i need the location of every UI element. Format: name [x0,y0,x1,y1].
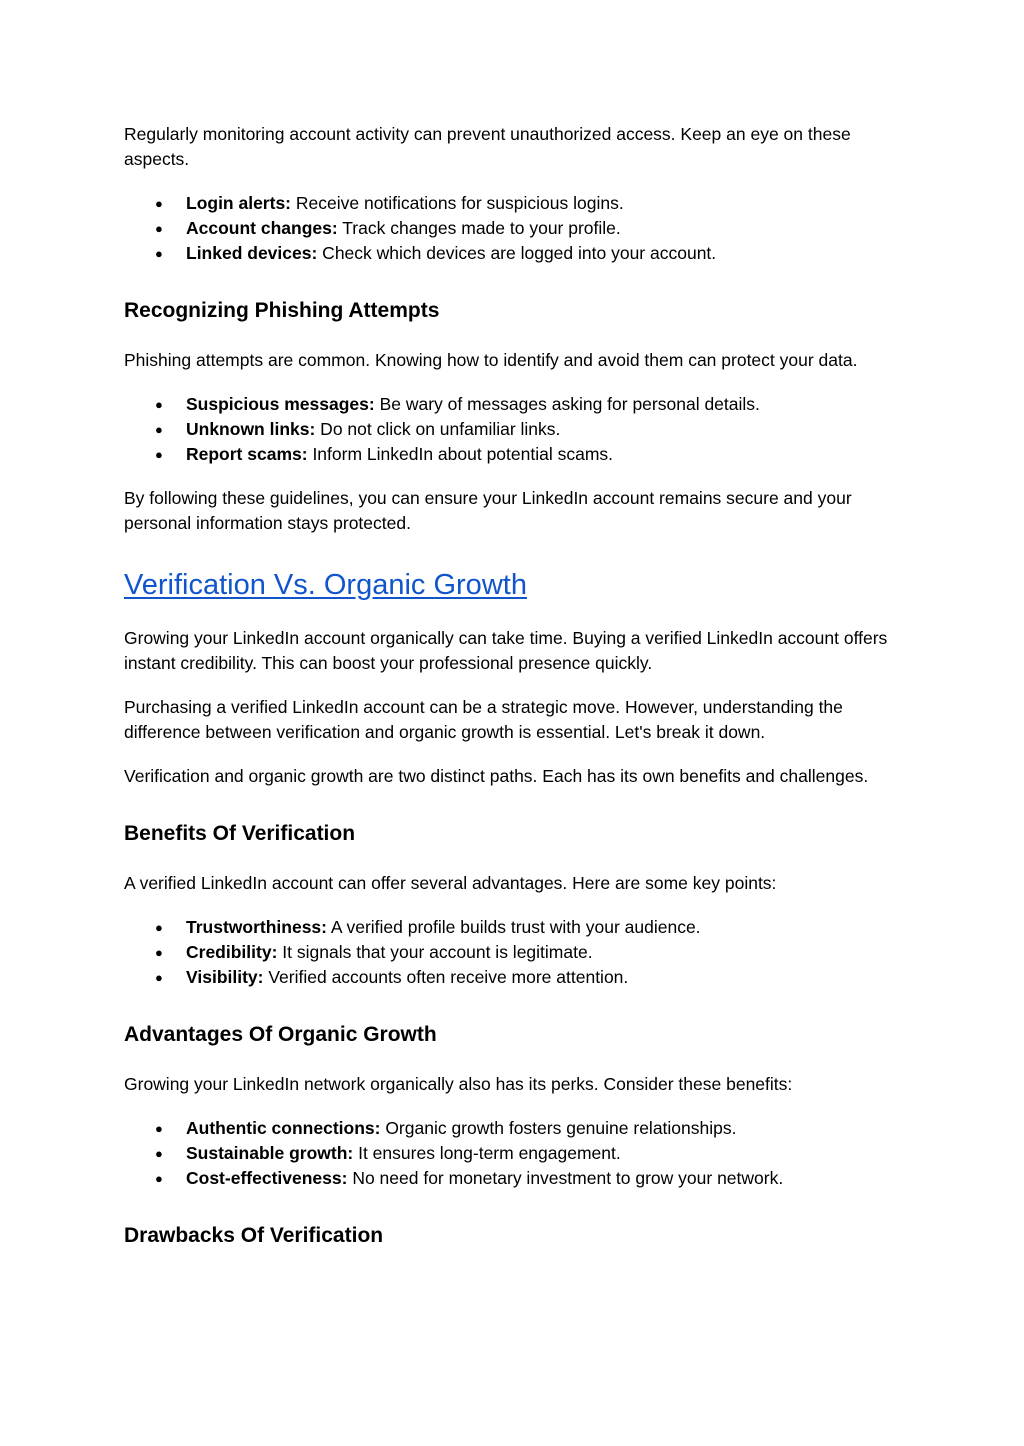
list-item-term: Report scams: [186,444,308,464]
list-item-text: Do not click on unfamiliar links. [315,419,561,439]
bullet-icon: ● [155,1146,163,1161]
paragraph-advantages: Growing your LinkedIn network organically also has its perks. Consider these benefits: [124,1074,793,1094]
heading-benefits: Benefits Of Verification [124,822,356,845]
list-item-term: Visibility: [186,967,264,987]
list-item-text: Organic growth fosters genuine relationships. [380,1118,737,1138]
list-item-text: Verified accounts often receive more attention. [263,967,629,987]
list-item [124,392,904,417]
bullet-icon: ● [155,920,163,935]
list-item-text: A verified profile builds trust with your audience. [327,917,701,937]
list-item-text: It ensures long-term engagement. [353,1143,621,1163]
list-item [124,940,904,965]
paragraph-benefits: A verified LinkedIn account can offer several advantages. Here are some key points: [124,873,777,893]
list-item-term: Authentic connections: [186,1118,381,1138]
paragraph-paths: Verification and organic growth are two distinct paths. Each has its own benefits and challenges. [124,766,869,786]
bullet-icon: ● [155,1171,163,1186]
heading-advantages: Advantages Of Organic Growth [124,1023,437,1046]
list-item-term: Account changes: [186,218,338,238]
list-item-text: Inform LinkedIn about potential scams. [307,444,614,464]
list-item [124,1141,904,1166]
heading-phishing: Recognizing Phishing Attempts [124,299,440,322]
list-item-term: Unknown links: [186,419,316,439]
section-heading [124,566,904,604]
list-item-term: Login alerts: [186,193,292,213]
list-phishing [124,392,904,467]
bullet-icon: ● [155,246,163,261]
bullet-icon: ● [155,221,163,236]
list-item [124,417,904,442]
document-page [124,122,904,1273]
list-item-term: Sustainable growth: [186,1143,354,1163]
list-benefits [124,915,904,990]
list-item-term: Cost-effectiveness: [186,1168,348,1188]
heading-drawbacks: Drawbacks Of Verification [124,1224,384,1247]
list-item-term: Trustworthiness: [186,917,327,937]
list-item-text: Be wary of messages asking for personal details. [374,394,760,414]
bullet-icon: ● [155,970,163,985]
bullet-icon: ● [155,945,163,960]
list-monitoring [124,191,904,266]
bullet-icon: ● [155,397,163,412]
list-item [124,191,904,216]
paragraph-guidelines: By following these guidelines, you can ensure your LinkedIn account remains secure and your personal information stays protected. [124,488,852,533]
paragraph-phishing: Phishing attempts are common. Knowing how to identify and avoid them can protect your data. [124,350,858,370]
bullet-icon: ● [155,1121,163,1136]
list-item [124,216,904,241]
list-item-term: Credibility: [186,942,278,962]
list-item-text: No need for monetary investment to grow your network. [347,1168,784,1188]
list-item-text: Track changes made to your profile. [337,218,621,238]
list-item [124,915,904,940]
list-item [124,442,904,467]
bullet-icon: ● [155,447,163,462]
paragraph-purchasing: Purchasing a verified LinkedIn account can be a strategic move. However, understanding the difference between verification and organic growth is essential. Let's break it down. [124,697,843,742]
list-item [124,1116,904,1141]
bullet-icon: ● [155,422,163,437]
list-item [124,1166,904,1191]
heading-link-verification-vs-organic[interactable]: Verification Vs. Organic Growth [124,569,527,601]
list-advantages [124,1116,904,1191]
list-item-term: Suspicious messages: [186,394,375,414]
list-item-text: Receive notifications for suspicious logins. [291,193,624,213]
list-item-term: Linked devices: [186,243,318,263]
paragraph-growing: Growing your LinkedIn account organically can take time. Buying a verified LinkedIn account offers instant credibility. This can boost your professional presence quickly. [124,628,888,673]
list-item-text: Check which devices are logged into your account. [317,243,717,263]
paragraph-monitoring: Regularly monitoring account activity can prevent unauthorized access. Keep an eye on these aspects. [124,124,851,169]
bullet-icon: ● [155,196,163,211]
list-item-text: It signals that your account is legitimate. [277,942,593,962]
list-item [124,965,904,990]
list-item [124,241,904,266]
